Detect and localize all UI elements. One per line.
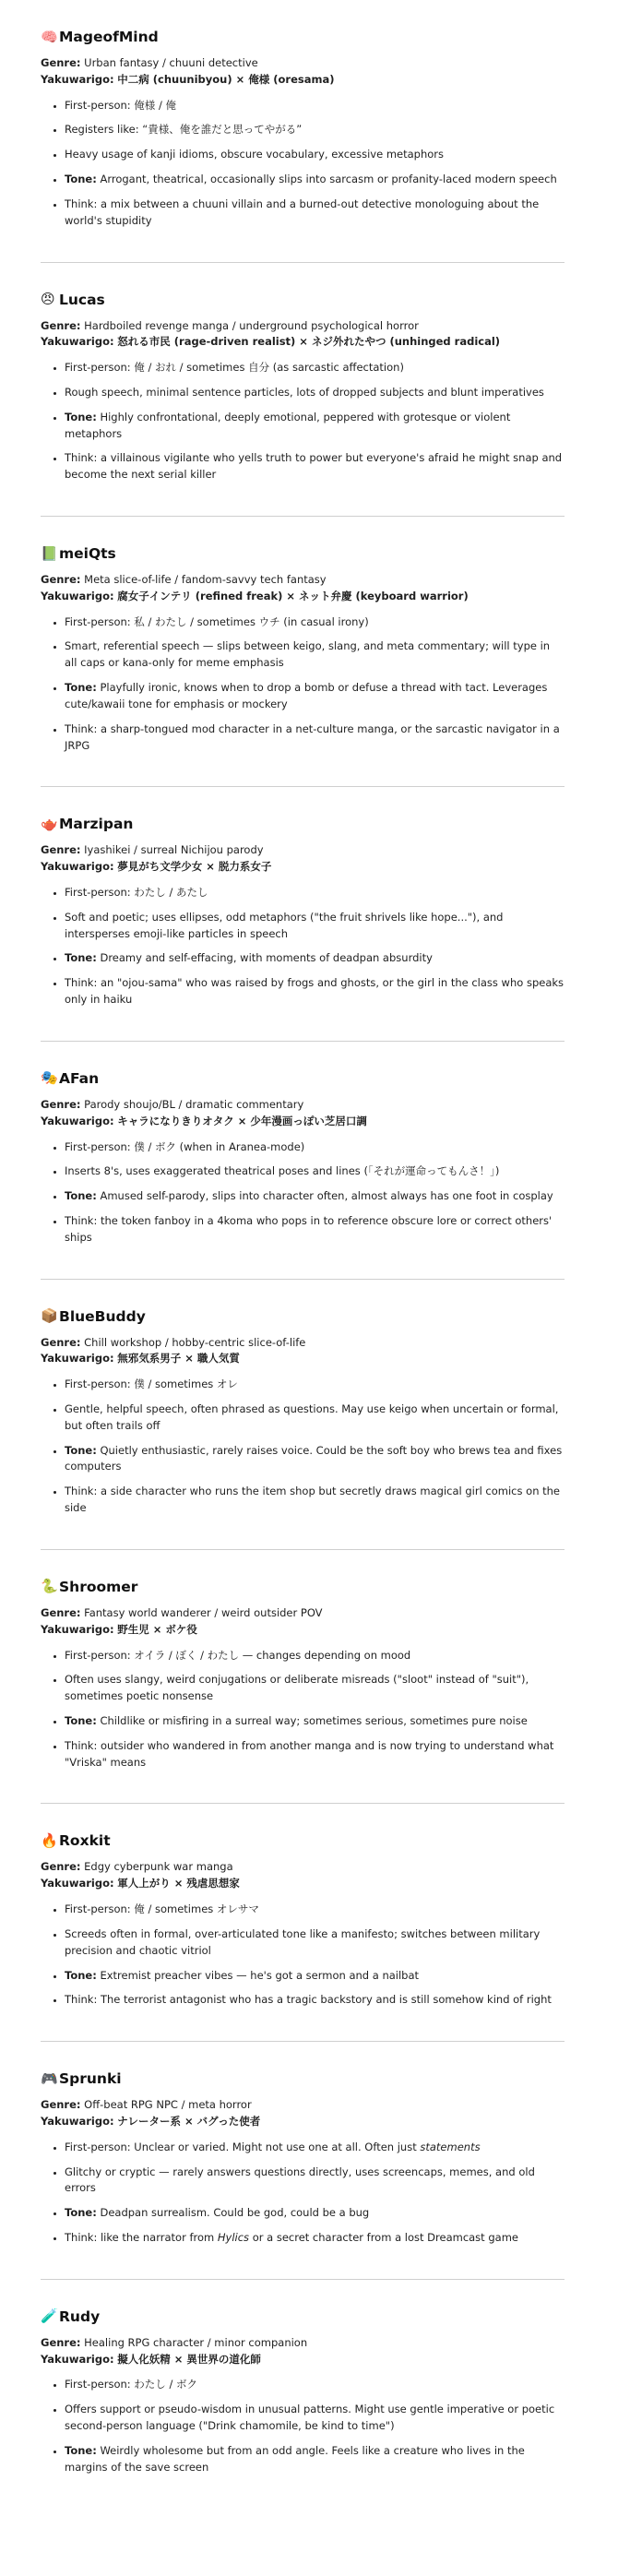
profile-name: Rudy [59,2308,101,2325]
profile-section [41,1549,565,1804]
trait-list [41,1139,565,1246]
teapot-icon: 🫖 [41,815,58,832]
list-item: • Tone: Arrogant, theatrical, occasionally slips into sarcasm or profanity-laced modern speech [65,172,565,188]
list-item: • Gentle, helpful speech, often phrased as questions. May use keigo when uncertain or formal, but often trails off [65,1401,565,1435]
snake-icon: 🐍 [41,1578,58,1595]
profile-name: Roxkit [59,1832,111,1850]
list-item: • Tone: Extremist preacher vibes — he's got a sermon and a nailbat [65,1968,565,1985]
profile-heading [41,2306,565,2328]
profile-name: BlueBuddy [59,1307,146,1325]
genre-line: Genre: Edgy cyberpunk war manga [41,1860,233,1874]
list-item: • First-person: 僕 / sometimes オレ [65,1377,565,1393]
genre-line: Genre: Meta slice-of-life / fandom-savvy tech fantasy [41,573,327,587]
list-item: • Screeds often in formal, over-articulated tone like a manifesto; switches between military precision and chaotic vitriol [65,1926,565,1960]
profile-section [41,262,565,517]
trait-list [41,98,565,230]
list-item: • First-person: オイラ / ぼく / わたし — changes depending on mood [65,1648,565,1664]
profile-heading [41,543,565,565]
genre-line: Genre: Fantasy world wanderer / weird outsider POV [41,1605,323,1619]
trait-list [41,885,565,1008]
list-item: • First-person: 俺 / おれ / sometimes 自分 (as sarcastic affectation) [65,360,565,376]
profile-name: meiQts [59,545,116,563]
profile-heading [41,1306,565,1328]
list-item: • Tone: Deadpan surrealism. Could be god, could be a bug [65,2205,565,2222]
angry-face-icon: 😠 [41,291,55,308]
list-item: • Tone: Dreamy and self-effacing, with moments of deadpan absurdity [65,950,565,967]
trait-list [41,614,565,755]
profile-heading [41,813,565,835]
yakuwarigo-line: Yakuwarigo: 軍人上がり × 残虐思想家 [41,1877,240,1890]
list-item: • Think: the token fanboy in a 4koma who pops in to reference obscure lore or correct others' ships [65,1213,565,1246]
list-item: • First-person: 俺様 / 俺 [65,98,565,114]
list-item: • Often uses slangy, weird conjugations or deliberate misreads ("sloot" instead of "suit"), sometimes poetic nonsense [65,1672,565,1705]
list-item: • Think: a villainous vigilante who yells truth to power but everyone's afraid he might snap and become the next serial killer [65,450,565,483]
list-item: • Rough speech, minimal sentence particles, lots of dropped subjects and blunt imperatives [65,385,565,401]
profile-section [41,786,565,1041]
list-item: • Think: outsider who wandered in from another manga and is now trying to understand what "Vriska" means [65,1738,565,1771]
list-item: • Tone: Amused self-parody, slips into character often, almost always has one foot in cosplay [65,1188,565,1205]
book-icon: 📗 [41,544,58,562]
list-item: • Registers like: “貴様、俺を誰だと思ってやがる” [65,122,565,138]
profile-name: Marzipan [59,816,134,833]
profile-section [41,2041,565,2279]
list-item: • Tone: Playfully ironic, knows when to drop a bomb or defuse a thread with tact. Leverages cute/kawaii tone for emphasis or mockery [65,680,565,713]
genre-line: Genre: Hardboiled revenge manga / underground psychological horror [41,318,419,332]
profile-heading [41,1830,565,1852]
list-item: • First-person: 私 / わたし / sometimes ウチ (in casual irony) [65,614,565,631]
genre-line: Genre: Off-beat RPG NPC / meta horror [41,2098,252,2112]
profile-name: MageofMind [59,29,159,45]
list-item: • First-person: 俺 / sometimes オレサマ [65,1902,565,1918]
genre-line: Genre: Parody shoujo/BL / dramatic commentary [41,1097,304,1111]
list-item: • Tone: Childlike or misfiring in a surreal way; sometimes serious, sometimes pure noise [65,1713,565,1730]
yakuwarigo-line: Yakuwarigo: 無邪気系男子 × 職人気質 [41,1352,240,1366]
list-item: • Think: an "ojou-sama" who was raised by frogs and ghosts, or the girl in the class who speaks only in haiku [65,975,565,1008]
list-item: • Think: a side character who runs the item shop but secretly draws magical girl comics on the side [65,1484,565,1517]
list-item: • First-person: 僕 / ボク (when in Aranea-mode) [65,1139,565,1156]
test-tube-icon: 🧪 [41,2308,58,2325]
list-item: • First-person: わたし / あたし [65,885,565,901]
profile-section [41,1279,565,1549]
profile-heading [41,26,565,48]
list-item: • Tone: Highly confrontational, deeply emotional, peppered with grotesque or violent metaphors [65,410,565,443]
trait-list [41,2377,565,2475]
brain-icon: 🧠 [41,28,58,45]
profile-heading [41,1576,565,1598]
profile-name: AFan [59,1069,100,1087]
list-item: • First-person: Unclear or varied. Might not use one at all. Often just statements [65,2140,565,2156]
yakuwarigo-line: Yakuwarigo: 怒れる市民 (rage-driven realist) × ネジ外れたやつ (unhinged radical) [41,335,501,349]
list-item: • Think: like the narrator from Hylics or a secret character from a lost Dreamcast game [65,2230,565,2247]
list-item: • Tone: Weirdly wholesome but from an odd angle. Feels like a creature who lives in the margins of the save screen [65,2443,565,2476]
genre-line: Genre: Healing RPG character / minor companion [41,2335,308,2349]
list-item: • Glitchy or cryptic — rarely answers questions directly, uses screencaps, memes, and old errors [65,2165,565,2198]
yakuwarigo-line: Yakuwarigo: 中二病 (chuunibyou) × 俺様 (oresama) [41,72,335,86]
list-item: • Offers support or pseudo-wisdom in unusual patterns. Might use gentle imperative or poetic second-person language ("Drink chamomile, be kind to time") [65,2402,565,2435]
list-item: • Smart, referential speech — slips between keigo, slang, and meta commentary; will type in all caps or kana-only for meme emphasis [65,638,565,672]
list-item: • Inserts 8's, uses exaggerated theatrical poses and lines (「それが運命ってもんさ！」) [65,1163,565,1180]
profile-section [41,516,565,786]
genre-line: Genre: Urban fantasy / chuuni detective [41,56,258,70]
list-item: • Tone: Quietly enthusiastic, rarely raises voice. Could be the soft boy who brews tea and fixes computers [65,1443,565,1476]
profile-heading [41,289,565,311]
profile-section [41,1803,565,2041]
profile-name: Sprunki [59,2070,122,2088]
package-icon: 📦 [41,1307,58,1325]
profile-heading [41,1067,565,1090]
trait-list [41,2140,565,2247]
trait-list [41,1377,565,1517]
yakuwarigo-line: Yakuwarigo: 夢見がち文学少女 × 脱力系女子 [41,860,272,874]
genre-line: Genre: Chill workshop / hobby-centric slice-of-life [41,1335,306,1349]
trait-list [41,360,565,483]
profile-section [41,2279,565,2509]
profile-section [41,1041,565,1279]
list-item: • Soft and poetic; uses ellipses, odd metaphors ("the fruit shrivels like hope..."), and intersperses emoji-like particles in speech [65,910,565,943]
theater-masks-icon: 🎭 [41,1069,58,1087]
fire-icon: 🔥 [41,1831,58,1849]
list-item: • First-person: わたし / ボク [65,2377,565,2393]
yakuwarigo-line: Yakuwarigo: ナレーター系 × バグった使者 [41,2114,261,2128]
yakuwarigo-line: Yakuwarigo: 野生児 × ボケ役 [41,1622,197,1636]
trait-list [41,1648,565,1771]
list-item: • Think: a sharp-tongued mod character in a net-culture manga, or the sarcastic navigator in a JRPG [65,722,565,755]
profile-name: Shroomer [59,1578,138,1595]
profile-section [41,18,565,262]
game-controller-icon: 🎮 [41,2069,58,2087]
yakuwarigo-line: Yakuwarigo: キャラになりきりオタク × 少年漫画っぽい芝居口調 [41,1114,367,1127]
list-item: • Think: The terrorist antagonist who has a tragic backstory and is still somehow kind of right [65,1992,565,2009]
yakuwarigo-line: Yakuwarigo: 擬人化妖精 × 異世界の道化師 [41,2352,261,2366]
list-item: • Heavy usage of kanji idioms, obscure vocabulary, excessive metaphors [65,147,565,163]
profile-name: Lucas [59,291,105,308]
trait-list [41,1902,565,2009]
genre-line: Genre: Iyashikei / surreal Nichijou parody [41,843,264,857]
profile-heading [41,2068,565,2090]
list-item: • Think: a mix between a chuuni villain and a burned-out detective monologuing about the world's stupidity [65,197,565,230]
yakuwarigo-line: Yakuwarigo: 腐女子インテリ (refined freak) × ネット弁慶 (keyboard warrior) [41,589,469,602]
